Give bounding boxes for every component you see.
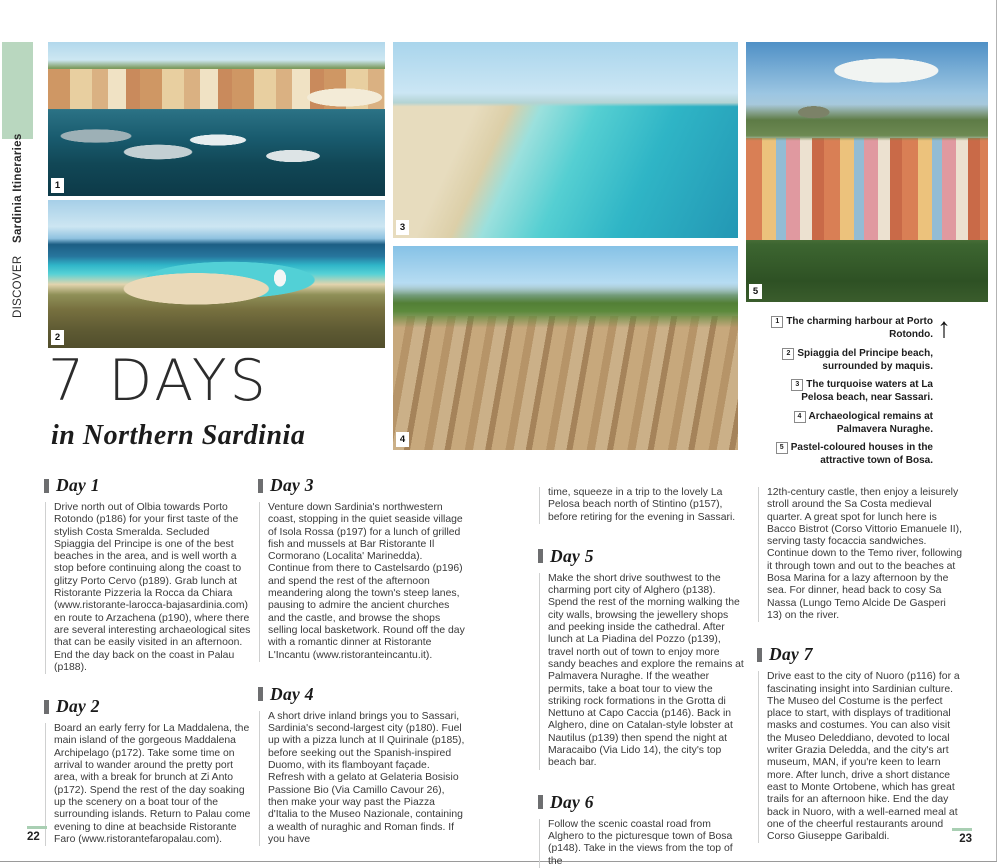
caption-text: The charming harbour at Porto Rotondo. <box>786 316 933 340</box>
page-number-accent-bar <box>952 828 972 831</box>
caption-number: 2 <box>782 348 794 360</box>
caption-number: 5 <box>776 442 788 454</box>
sidebar-accent-block <box>2 42 33 139</box>
day-5-text: Make the short drive southwest to the charming port city of Alghero (p138). Spend the rest of the morning walking the city walls, browsing the jewellery shops and peeking inside the cathedral. After lunch at La Piadina del Pozzo (p139), travel north out of town to enjoy more sandy beaches and explore the remains at Palmavera Nuraghe. If the weather permits, take a boat tour to view the striking rock formations in the Grotta di Nettuno at Capo Caccia (p146). Back in Alghero, dine on Catalan-style lobster at Nautilus (p139) then spend the night at Maracaibo (Via Lido 14), the city's top beach bar. <box>539 573 747 770</box>
itinerary-column-2 <box>258 470 465 868</box>
photo-palmavera-nuraghe <box>393 246 738 450</box>
caption-number: 3 <box>791 379 803 391</box>
day-6-text-continued: 12th-century castle, then enjoy a leisurely stroll around the Sa Costa medieval quarter. A great spot for lunch here is Bacco Bistrot (Corso Vittorio Emanuele II), serving tasty focaccia sandwiches. Continue down to the Temo river, following it through town and out to the beaches at Bosa Marina for a lazy afternoon by the sea. For dinner, head back to cosy Sa Nassa (Lungo Temo Alcide De Gasperi 13) on the river. <box>758 487 963 622</box>
photo-bosa-town <box>746 42 988 302</box>
caption-1 <box>757 316 933 342</box>
sidebar-section-label: DISCOVER <box>12 255 24 318</box>
caption-text: The turquoise waters at La Pelosa beach, near Sassari. <box>801 379 933 403</box>
day-1-heading: Day 1 <box>44 475 252 496</box>
day-1-text: Drive north out of Olbia towards Porto Rotondo (p186) for your first taste of the stylish Costa Smeralda. Secluded Spiaggia del Principe is one of the best beaches in the area, and is well worth a stop before continuing along the coast to glitzy Porto Cervo (p189). Grab lunch at Ristorante Pizzeria la Rocca da Chiara (www.ristorante-larocca-bajasardinia.com) en route to Arzachena (p190), where there are several interesting archaeological sites that can be easily visited in an afternoon. End the day back on the coast in Palau (p188). <box>45 502 252 674</box>
photo-number-badge: 2 <box>51 330 64 345</box>
day-5-heading: Day 5 <box>538 546 747 567</box>
sidebar-chapter-label: Sardinia Itineraries <box>12 132 24 243</box>
photo-porto-rotondo-harbour <box>48 42 385 196</box>
day-7-heading: Day 7 <box>757 644 963 665</box>
page-title: 7 DAYS <box>48 348 269 414</box>
photo-la-pelosa-beach <box>393 42 738 238</box>
caption-5 <box>757 442 933 468</box>
itinerary-column-3 <box>538 470 747 868</box>
day-heading-bar <box>258 687 263 701</box>
caption-text: Spiaggia del Principe beach, surrounded by maquis. <box>797 347 933 372</box>
page-number-left: 22 <box>27 826 47 843</box>
caption-3 <box>757 379 933 405</box>
day-4-text: A short drive inland brings you to Sassari, Sardinia's second-largest city (p180). Fuel up with a pizza lunch at Il Quirinale (p185), before seeking out the Spanish-inspired Duomo, with its flamboyant façade. Refresh with a gelato at Gelateria Bosisio Passione Bio (Via Camillo Cavour 26), then make your way past the Piazza d'Italia to the Museo Nazionale, containing a wealth of nuraghic and Roman finds. If you have <box>259 711 465 846</box>
caption-2 <box>757 348 933 374</box>
photo-number-badge: 4 <box>396 432 409 447</box>
page-subtitle: in Northern Sardinia <box>51 420 306 451</box>
caption-text: Pastel-coloured houses in the attractive town of Bosa. <box>790 442 933 466</box>
page-edge-vertical <box>996 0 997 861</box>
day-heading-bar <box>44 479 49 493</box>
day-heading-bar <box>44 700 49 714</box>
caption-4 <box>757 411 933 437</box>
day-heading-bar <box>538 549 543 563</box>
day-2-text: Board an early ferry for La Maddalena, the main island of the gorgeous Maddalena Archipelago (p172). Take some time on arrival to wander around the pretty port area, with a break for brunch at Zi Anto (p172). Spend the rest of the day soaking up the scenery on a boat tour of the surrounding islands. Return to Palau come evening to dine at beachside Ristorante Faro (www.ristorantefaropalau.com). <box>45 723 252 846</box>
caption-number: 1 <box>771 316 783 328</box>
caption-text: Archaeological remains at Palmavera Nuraghe. <box>808 410 933 435</box>
caption-number: 4 <box>794 411 806 423</box>
photo-spiaggia-del-principe <box>48 200 385 348</box>
day-6-text: Follow the scenic coastal road from Alghero to the picturesque town of Bosa (p148). Take in the views from the top of the <box>539 819 747 868</box>
sidebar-tab <box>12 132 24 318</box>
day-7-text: Drive east to the city of Nuoro (p116) for a fascinating insight into Sardinian culture. The Museo del Costume is the perfect place to start, with displays of traditional masks and costumes. You can also visit the Museo Deleddiano, devoted to local writer Grazia Deledda, and the city's art museum, MAN, if you're keen to learn more. After lunch, drive a short distance east to Monte Ortobene, which has great trails for an afternoon hike. End the day back in Nuoro, with a well-earned meal at one of the cheerful restaurants around Corso Giuseppe Garibaldi. <box>758 671 963 843</box>
photo-number-badge: 1 <box>51 178 64 193</box>
day-3-heading: Day 3 <box>258 475 465 496</box>
photo-number-badge: 5 <box>749 284 762 299</box>
photo-caption-list <box>757 316 933 474</box>
itinerary-column-1 <box>44 470 252 868</box>
page-number-right: 23 <box>952 828 972 845</box>
day-2-heading: Day 2 <box>44 696 252 717</box>
day-4-heading: Day 4 <box>258 684 465 705</box>
day-heading-bar <box>258 479 263 493</box>
up-arrow-icon: ↑ <box>937 312 951 343</box>
page-number-accent-bar <box>27 826 47 829</box>
day-3-text: Venture down Sardinia's northwestern coast, stopping in the quiet seaside village of Isola Rossa (p197) for a lunch of grilled fish and mussels at Bar Ristorante Il Cormorano (Localita' Marinedda). Continue from there to Castelsardo (p196) and spend the rest of the afternoon meandering along the town's steep lanes, pausing to admire the ancient churches and the castle, and browse the shops selling local basketwork. Round off the day with a romantic dinner at Ristorante L'Incantu (www.ristoranteincantu.it). <box>259 502 465 662</box>
day-heading-bar <box>538 795 543 809</box>
day-4-text-continued: time, squeeze in a trip to the lovely La Pelosa beach north of Stintino (p157), before retiring for the evening in Sassari. <box>539 487 747 524</box>
photo-number-badge: 3 <box>396 220 409 235</box>
day-6-heading: Day 6 <box>538 792 747 813</box>
itinerary-column-4 <box>757 470 963 865</box>
day-heading-bar <box>757 648 762 662</box>
